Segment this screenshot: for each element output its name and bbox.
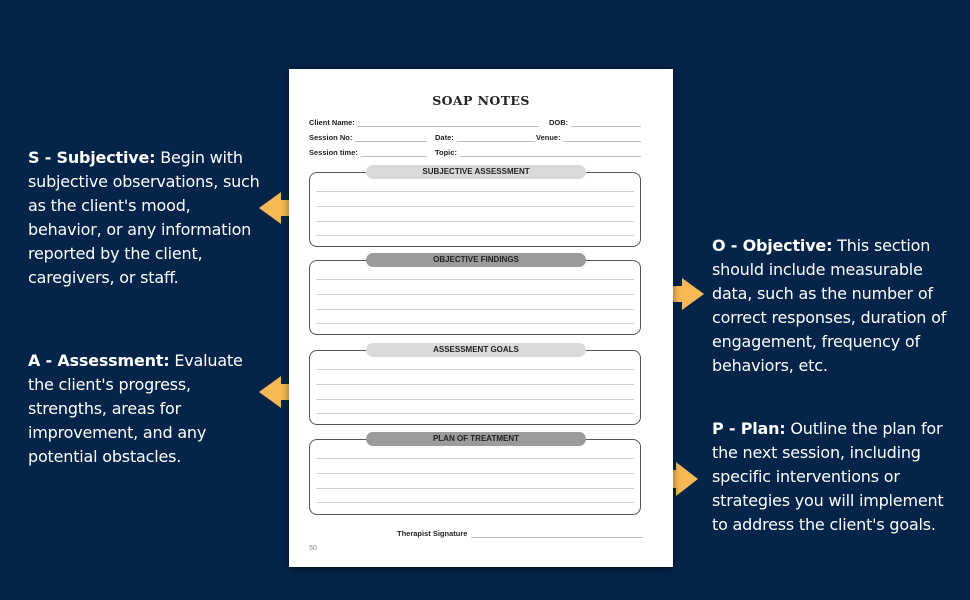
plan-text: Outline the plan for the next session, including specific interventions or strategies you will implement to address the client's goals. [712,419,944,534]
therapist-signature-field[interactable] [397,529,643,538]
topic-field[interactable] [435,148,641,157]
therapist-signature-label: Therapist Signature [397,529,468,538]
objective-findings-heading: OBJECTIVE FINDINGS [366,253,586,267]
objective-findings-box[interactable] [309,255,641,335]
session-no-label: Session No: [309,133,353,142]
session-time-field[interactable] [309,148,427,157]
subjective-label: S - Subjective: [28,148,156,167]
venue-field[interactable] [536,133,641,142]
plan-label: P - Plan: [712,419,786,438]
session-no-field[interactable] [309,133,427,142]
subjective-assessment-box[interactable] [309,167,641,247]
assessment-goals-box[interactable] [309,345,641,425]
assessment-goals-heading: ASSESSMENT GOALS [366,343,586,357]
client-name-label: Client Name: [309,118,355,127]
plan-of-treatment-box[interactable] [309,434,641,515]
assessment-label: A - Assessment: [28,351,170,370]
objective-note [712,234,947,378]
plan-note [712,417,947,537]
client-name-field[interactable] [309,118,539,127]
objective-label: O - Objective: [712,236,833,255]
date-field[interactable] [435,133,535,142]
date-label: Date: [435,133,454,142]
subjective-assessment-heading: SUBJECTIVE ASSESSMENT [366,165,586,179]
page-title: SOAP NOTES [432,93,530,108]
session-time-label: Session time: [309,148,358,157]
assessment-text: Evaluate the client's progress, strengths, areas for improvement, and any potential obstacles. [28,351,243,466]
topic-label: Topic: [435,148,457,157]
assessment-note [28,349,268,469]
dob-label: DOB: [549,118,569,127]
dob-field[interactable] [549,118,641,127]
objective-text: This section should include measurable data, such as the number of correct responses, duration of engagement, frequency of behaviors, etc. [712,236,947,375]
subjective-text: Begin with subjective observations, such as the client's mood, behavior, or any information reported by the client, caregivers, or staff. [28,148,260,287]
plan-of-treatment-heading: PLAN OF TREATMENT [366,432,586,446]
soap-notes-page [289,69,673,567]
venue-label: Venue: [536,133,561,142]
page-number: 50 [309,545,317,552]
subjective-note [28,146,268,290]
